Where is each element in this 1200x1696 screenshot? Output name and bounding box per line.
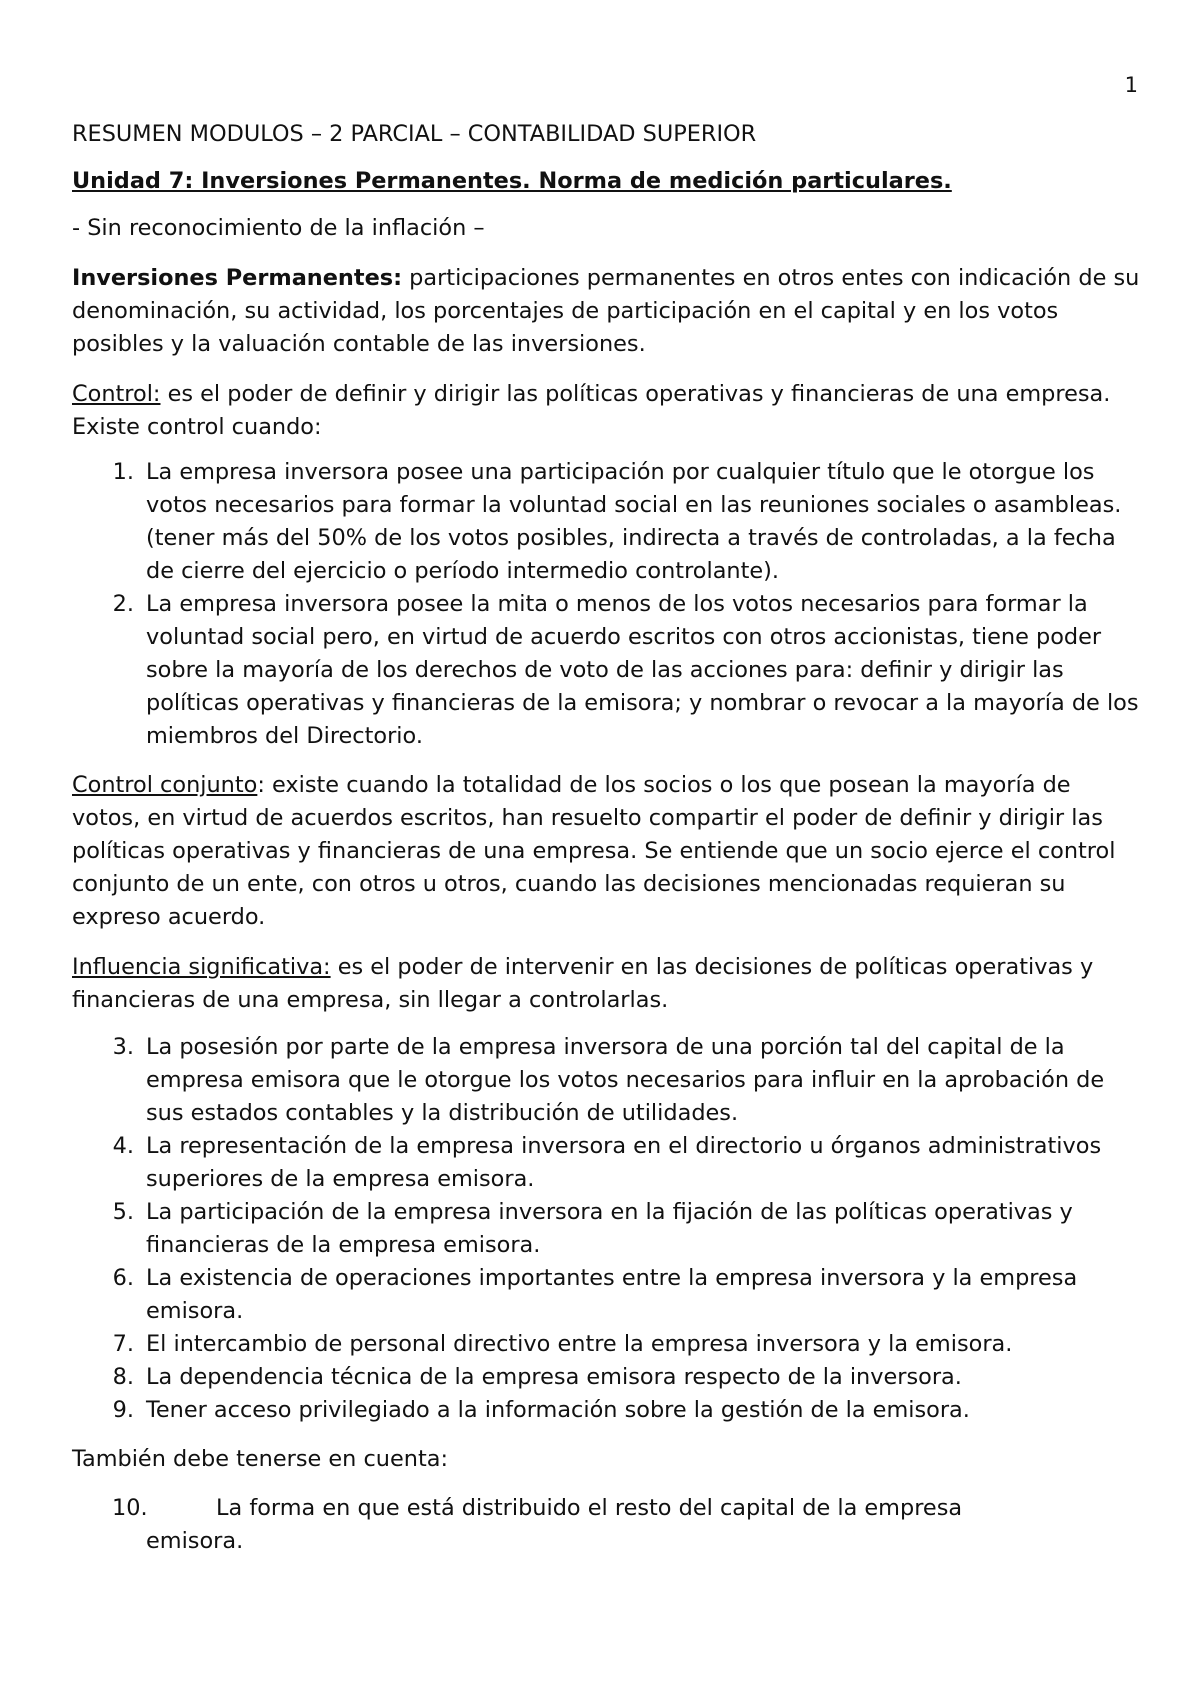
unit-title: Unidad 7: Inversiones Permanentes. Norma de medición particulares. (72, 168, 952, 194)
list-item-text: La participación de la empresa inversora en la fijación de las políticas operativas y financieras de la empresa emisora. (146, 1199, 1073, 1258)
inversiones-paragraph (72, 262, 1142, 361)
list-item-number: 9. (112, 1397, 134, 1423)
list-item-number: 10. (112, 1495, 148, 1521)
list-item-text: La representación de la empresa inversora en el directorio u órganos administrativos superiores de la empresa emisora. (146, 1133, 1102, 1192)
list-item-number: 7. (112, 1331, 134, 1357)
tambien-paragraph: También debe tenerse en cuenta: (72, 1446, 448, 1472)
list-item (72, 1196, 1142, 1262)
control-conjunto-text: : existe cuando la totalidad de los socios o los que posean la mayoría de votos, en virtud de acuerdos escritos, han resuelto compartir el poder de definir y dirigir las políticas operativas y financieras de una empresa. Se entiende que un socio ejerce el control conjunto de un ente, con otros u otros, cuando las decisiones mencionadas requieran su expreso acuerdo. (72, 772, 1116, 930)
list-item-number: 6. (112, 1265, 134, 1291)
list-item-number: 8. (112, 1364, 134, 1390)
list-item-number: 3. (112, 1034, 134, 1060)
influencia-text: es el poder de intervenir en las decisiones de políticas operativas y financieras de una empresa, sin llegar a controlarlas. (72, 954, 1094, 1013)
control-conjunto-term: Control conjunto (72, 772, 258, 798)
list-item-number: 5. (112, 1199, 134, 1225)
influencia-list (72, 1031, 1142, 1427)
list-item-text-line1: La forma en que está distribuido el resto del capital de la empresa (216, 1495, 963, 1521)
list-item-text: El intercambio de personal directivo entre la empresa inversora y la emisora. (146, 1331, 1013, 1357)
list-item-text (146, 1492, 1142, 1558)
list-item (72, 1361, 1142, 1394)
list-item-number: 2. (112, 591, 134, 617)
list-item-number: 1. (112, 459, 134, 485)
subtitle: - Sin reconocimiento de la inflación – (72, 215, 485, 241)
influencia-term: Influencia significativa: (72, 954, 331, 980)
list-item-number: 4. (112, 1133, 134, 1159)
list-item (72, 1031, 1142, 1130)
inversiones-text: participaciones permanentes en otros entes con indicación de su denominación, su actividad, los porcentajes de participación en el capital y en los votos posibles y la valuación contable de las inversiones. (72, 265, 1140, 357)
list-item-text-line2: emisora. (146, 1528, 244, 1554)
list-item (72, 1130, 1142, 1196)
list-item-text: La dependencia técnica de la empresa emisora respecto de la inversora. (146, 1364, 962, 1390)
document-title: RESUMEN MODULOS – 2 PARCIAL – CONTABILIDAD SUPERIOR (72, 121, 757, 147)
list-item-text: La empresa inversora posee una participación por cualquier título que le otorgue los votos necesarios para formar la voluntad social en las reuniones sociales o asambleas. (tener más del 50% de los votos posibles, indirecta a través de controladas, a la fecha de cierre del ejercicio o período intermedio controlante). (146, 459, 1122, 584)
document-body (72, 118, 1142, 1574)
control-conjunto-paragraph (72, 769, 1142, 934)
tambien-list (72, 1492, 1142, 1558)
control-list (72, 456, 1142, 753)
list-item-text: La empresa inversora posee la mita o menos de los votos necesarios para formar la voluntad social pero, en virtud de acuerdo escritos con otros accionistas, tiene poder sobre la mayoría de los derechos de voto de las acciones para: definir y dirigir las políticas operativas y financieras de la emisora; y nombrar o revocar a la mayoría de los miembros del Directorio. (146, 591, 1139, 749)
list-item (72, 1262, 1142, 1328)
list-item (72, 1394, 1142, 1427)
list-item-text: Tener acceso privilegiado a la información sobre la gestión de la emisora. (146, 1397, 970, 1423)
control-term: Control: (72, 381, 161, 407)
inversiones-term: Inversiones Permanentes: (72, 265, 403, 291)
influencia-paragraph (72, 951, 1142, 1017)
list-item (72, 1492, 1142, 1558)
control-paragraph (72, 378, 1142, 444)
list-item (72, 456, 1142, 588)
control-text: es el poder de definir y dirigir las políticas operativas y financieras de una empresa. Existe control cuando: (72, 381, 1111, 440)
list-item (72, 1328, 1142, 1361)
page-number: 1 (1124, 73, 1138, 97)
list-item-text: La posesión por parte de la empresa inversora de una porción tal del capital de la empresa emisora que le otorgue los votos necesarios para influir en la aprobación de sus estados contables y la distribución de utilidades. (146, 1034, 1105, 1126)
list-item-text: La existencia de operaciones importantes entre la empresa inversora y la empresa emisora. (146, 1265, 1078, 1324)
list-item (72, 588, 1142, 753)
